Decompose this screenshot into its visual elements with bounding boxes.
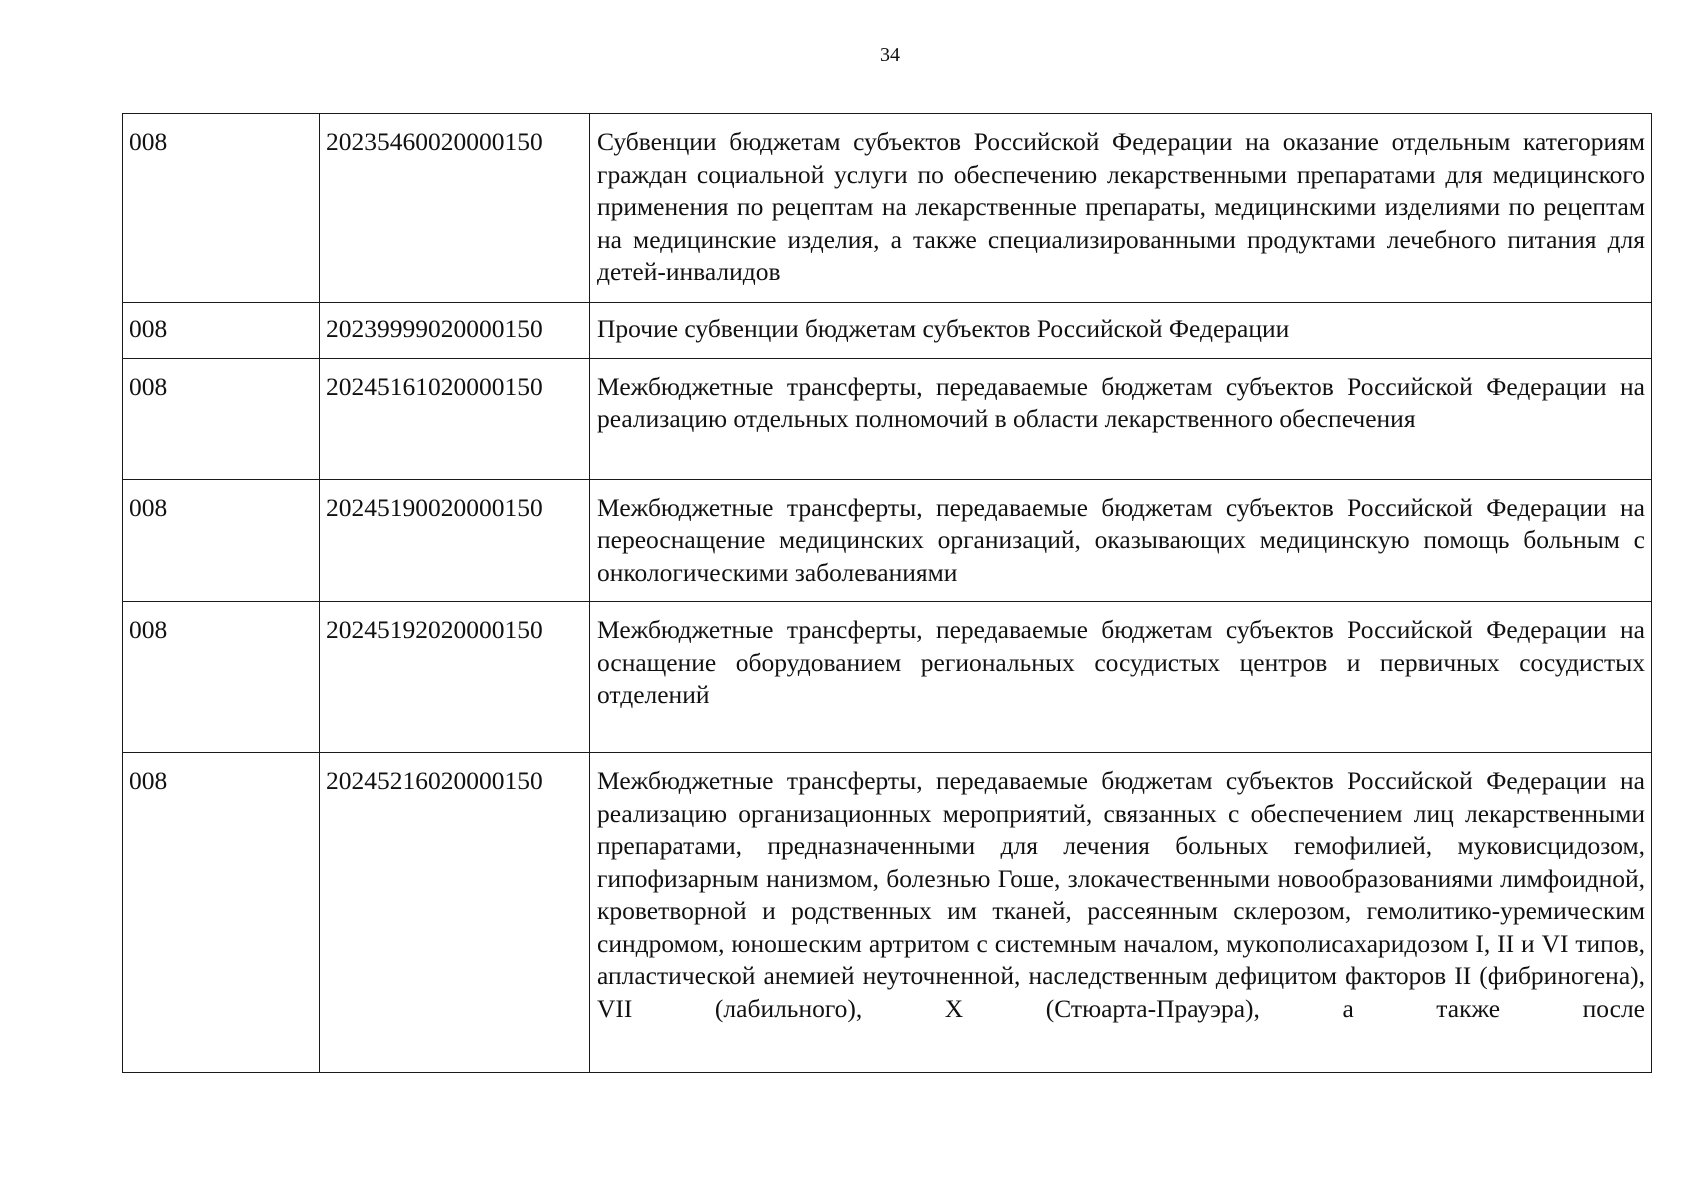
revenue-name-cell: Межбюджетные трансферты, передаваемые бюджетам субъектов Российской Федерации на реализацию отдельных полномочий в области лекарственного обеспечения xyxy=(590,358,1652,479)
budget-code-cell: 20245192020000150 xyxy=(320,602,590,753)
budget-code-cell: 20245161020000150 xyxy=(320,358,590,479)
admin-code-cell: 008 xyxy=(123,303,320,359)
budget-code-cell: 20245190020000150 xyxy=(320,479,590,602)
admin-code-cell: 008 xyxy=(123,753,320,1073)
page-number: 34 xyxy=(880,44,900,66)
revenue-name-cell: Межбюджетные трансферты, передаваемые бюджетам субъектов Российской Федерации на реализацию организационных мероприятий, связанных с обеспечением лиц лекарственными препаратами, предназначенными для лечения больных гемофилией, муковисцидозом, гипофизарным нанизмом, болезнью Гоше, злокачественными новообразованиями лимфоидной, кроветворной и родственных им тканей, рассеянным склерозом, гемолитико-уремическим синдромом, юношеским артритом с системным началом, мукополисахаридозом I, II и VI типов, апластической анемией неуточненной, наследственным дефицитом факторов II (фибриногена), VII (лабильного), X (Стюарта-Прауэра), а также после xyxy=(590,753,1652,1073)
table-row xyxy=(123,358,1652,479)
table-row xyxy=(123,114,1652,303)
budget-code-cell: 20239999020000150 xyxy=(320,303,590,359)
table-row xyxy=(123,479,1652,602)
revenue-name-cell: Межбюджетные трансферты, передаваемые бюджетам субъектов Российской Федерации на переоснащение медицинских организаций, оказывающих медицинскую помощь больным с онкологическими заболеваниями xyxy=(590,479,1652,602)
admin-code-cell: 008 xyxy=(123,358,320,479)
budget-code-cell: 20235460020000150 xyxy=(320,114,590,303)
table-row xyxy=(123,753,1652,1073)
admin-code-cell: 008 xyxy=(123,114,320,303)
revenue-name-cell: Субвенции бюджетам субъектов Российской Федерации на оказание отдельным категориям граждан социальной услуги по обеспечению лекарственными препаратами для медицинского применения по рецептам на лекарственные препараты, медицинскими изделиями по рецептам на медицинские изделия, а также специализированными продуктами лечебного питания для детей-инвалидов xyxy=(590,114,1652,303)
table-row xyxy=(123,303,1652,359)
table-row xyxy=(123,602,1652,753)
admin-code-cell: 008 xyxy=(123,602,320,753)
revenue-name-cell: Прочие субвенции бюджетам субъектов Российской Федерации xyxy=(590,303,1652,359)
budget-codes-table xyxy=(122,113,1652,1073)
revenue-name-cell: Межбюджетные трансферты, передаваемые бюджетам субъектов Российской Федерации на оснащение оборудованием региональных сосудистых центров и первичных сосудистых отделений xyxy=(590,602,1652,753)
admin-code-cell: 008 xyxy=(123,479,320,602)
budget-code-cell: 20245216020000150 xyxy=(320,753,590,1073)
